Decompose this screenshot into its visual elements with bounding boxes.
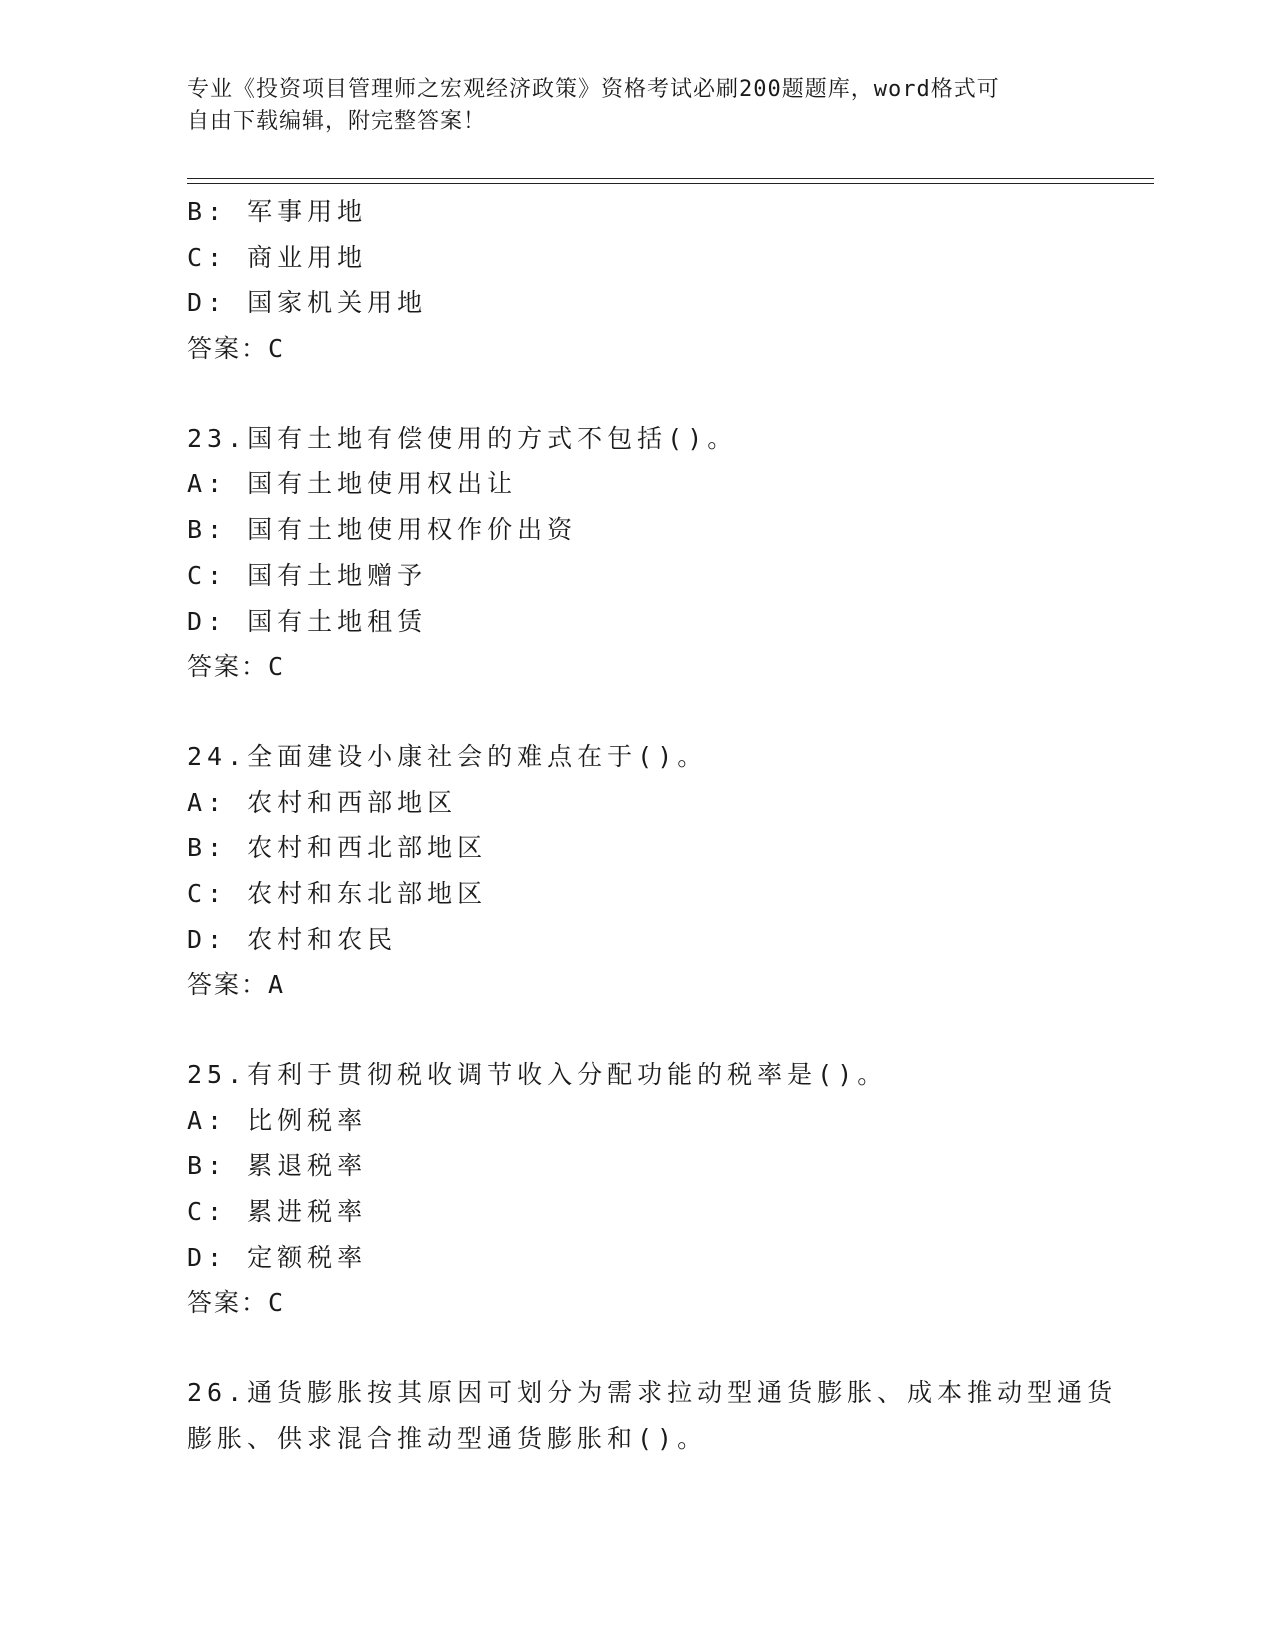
option-a: A: 国有土地使用权出让 bbox=[187, 469, 518, 499]
option-d: D: 国家机关用地 bbox=[187, 288, 428, 318]
question-stem: 24.全面建设小康社会的难点在于()。 bbox=[187, 741, 708, 771]
document-header bbox=[187, 74, 1087, 138]
question-25 bbox=[187, 1052, 1087, 1326]
option-a: A: 比例税率 bbox=[187, 1105, 368, 1135]
option-b: B: 国有土地使用权作价出资 bbox=[187, 515, 578, 545]
option-b: B: 军事用地 bbox=[187, 197, 368, 226]
option-c: C: 国有土地赠予 bbox=[187, 560, 428, 590]
option-c: C: 农村和东北部地区 bbox=[187, 878, 488, 908]
header-line-2: 自由下载编辑，附完整答案！ bbox=[187, 109, 487, 134]
option-d: D: 国有土地租赁 bbox=[187, 606, 428, 636]
option-d: D: 定额税率 bbox=[187, 1242, 368, 1272]
header-line-1: 专业《投资项目管理师之宏观经济政策》资格考试必刷200题题库，word格式可 bbox=[187, 77, 1000, 102]
question-24 bbox=[187, 734, 1087, 1008]
question-22-continued bbox=[187, 189, 1087, 372]
option-b: B: 累退税率 bbox=[187, 1151, 368, 1181]
question-stem: 23.国有土地有偿使用的方式不包括()。 bbox=[187, 423, 738, 453]
option-b: B: 农村和西北部地区 bbox=[187, 833, 488, 863]
option-d: D: 农村和农民 bbox=[187, 924, 398, 954]
question-stem: 25.有利于贯彻税收调节收入分配功能的税率是()。 bbox=[187, 1060, 888, 1089]
option-a: A: 农村和西部地区 bbox=[187, 787, 458, 817]
question-stem-line-1: 26.通货膨胀按其原因可划分为需求拉动型通货膨胀、成本推动型通货 bbox=[187, 1378, 1118, 1408]
answer-line: 答案：C bbox=[187, 652, 286, 682]
answer-line: 答案：C bbox=[187, 334, 286, 364]
header-divider-top bbox=[187, 178, 1154, 179]
answer-line: 答案：C bbox=[187, 1288, 286, 1318]
question-23 bbox=[187, 416, 1087, 690]
option-c: C: 累进税率 bbox=[187, 1197, 368, 1227]
header-divider-bottom bbox=[187, 183, 1154, 184]
question-stem-line-2: 膨胀、供求混合推动型通货膨胀和()。 bbox=[187, 1423, 708, 1453]
question-list bbox=[187, 189, 1118, 1462]
option-c: C: 商业用地 bbox=[187, 242, 368, 272]
answer-line: 答案：A bbox=[187, 970, 286, 1000]
question-26 bbox=[187, 1370, 1118, 1461]
